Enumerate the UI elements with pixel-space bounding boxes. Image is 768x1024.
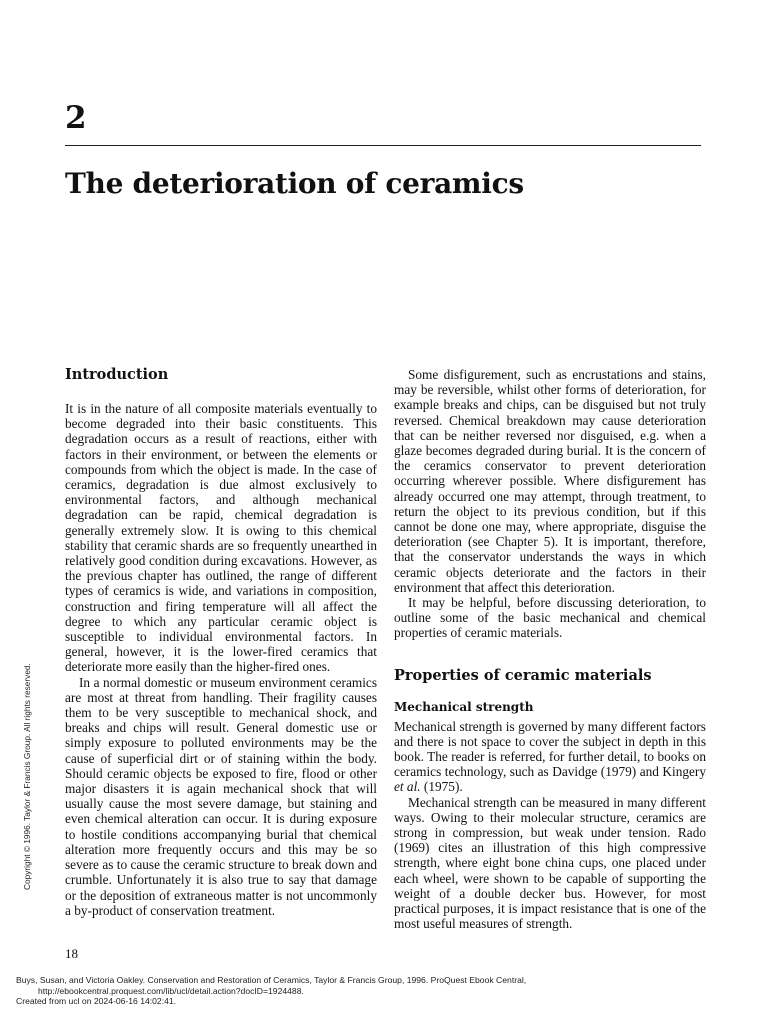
- citation-footer: [16, 975, 756, 1007]
- section-heading-introduction: Introduction: [65, 366, 169, 383]
- right-column: [394, 367, 706, 932]
- footer-line: Created from ucl on 2024-06-16 14:02:41.: [16, 996, 177, 1006]
- paragraph: In a normal domestic or museum environment ceramics are most at threat from handling. Their fragility causes them to be very susceptible to mechanical shock, and breaks and chips will result. General domestic use or simply exposure to polluted environments may be the cause of superficial dirt or of staining within the body. Should ceramic objects be exposed to fire, flood or other major disasters it is again mechanical shock that will usually cause the most severe damage, but staining and even chemical alteration can occur. It is during exposure to hostile conditions accompanying burial that chemical alteration more frequently occurs and this may be so severe as to cause the ceramic structure to break down and crumble. Unfortunately it is also true to say that damage or the deposition of extraneous matter is not uncommonly a by-product of conservation treatment.: [65, 674, 377, 918]
- paragraph: It is in the nature of all composite materials eventually to become degraded into their basic constituents. This degradation occurs as a result of reactions, either with factors in their environment, or between the elements or compounds from which the object is made. In the case of ceramics, degradation is due almost exclusively to environmental factors, and although mechanical degradation can be rapid, chemical degradation is generally extremely slow. It is owing to this chemical stability that ceramic shards are so frequently unearthed in relatively good condition during excavations. However, as the previous chapter has outlined, the range of different types of ceramics is wide, and variations in composition, construction and firing temperature will all affect the degree to which any particular ceramic object is susceptible to individual environmental factors. In general, however, it is the lower-fired ceramics that deteriorate more easily than the higher-fired ones.: [65, 401, 377, 675]
- side-copyright: Copyright © 1996. Taylor & Francis Group. All rights reserved.: [22, 663, 32, 890]
- paragraph: It may be helpful, before discussing deterioration, to outline some of the basic mechanical and chemical properties of ceramic materials.: [394, 595, 706, 641]
- chapter-number: 2: [65, 100, 87, 136]
- page-number: 18: [65, 946, 78, 961]
- paragraph-text: (1975).: [420, 779, 463, 795]
- paragraph: Some disfigurement, such as encrustations and stains, may be reversible, whilst other forms of deterioration, for example breaks and chips, can be disguised but not truly reversed. Chemical breakdown may cause deterioration that can be neither reversed nor disguised, e.g. when a glaze becomes degraded during burial. It is the concern of the ceramics conservator to prevent deterioration occurring wherever possible. Where disfigurement has already occurred one may attempt, through treatment, to return the object to its previous condition, but if this cannot be done one may, where appropriate, disguise the deterioration (see Chapter 5). It is important, therefore, that the conservator understands the ways in which ceramic objects deteriorate and the factors in their environment that affect this deterioration.: [394, 367, 706, 595]
- subheading-mechanical-strength: Mechanical strength: [394, 699, 534, 714]
- footer-link[interactable]: http://ebookcentral.proquest.com/lib/ucl/detail.action?docID=1924488.: [38, 985, 304, 996]
- footer-line: Buys, Susan, and Victoria Oakley. Conservation and Restoration of Ceramics, Taylor & Francis Group, 1996. ProQuest Ebook Central,: [16, 975, 527, 985]
- paragraph-text: Mechanical strength is governed by many different factors and there is not space to cover the subject in depth in this book. The reader is referred, for further detail, to books on ceramics technology, such as Davidge (1979) and Kingery: [394, 718, 706, 780]
- paragraph-text-italic: et al.: [394, 779, 421, 795]
- left-column: [65, 365, 377, 918]
- chapter-rule: [65, 145, 701, 146]
- paragraph: Mechanical strength can be measured in many different ways. Owing to their molecular structure, ceramics are strong in compression, but weak under tension. Rado (1969) cites an illustration of this high compressive strength, where eight bone china cups, one placed under each wheel, were shown to be capable of supporting the weight of a double decker bus. However, for most practical purposes, it is impact resistance that is one of the most useful measures of strength.: [394, 794, 706, 932]
- section-heading-properties: Properties of ceramic materials: [394, 666, 652, 684]
- paragraph: [394, 719, 706, 795]
- chapter-title: The deterioration of ceramics: [65, 167, 524, 200]
